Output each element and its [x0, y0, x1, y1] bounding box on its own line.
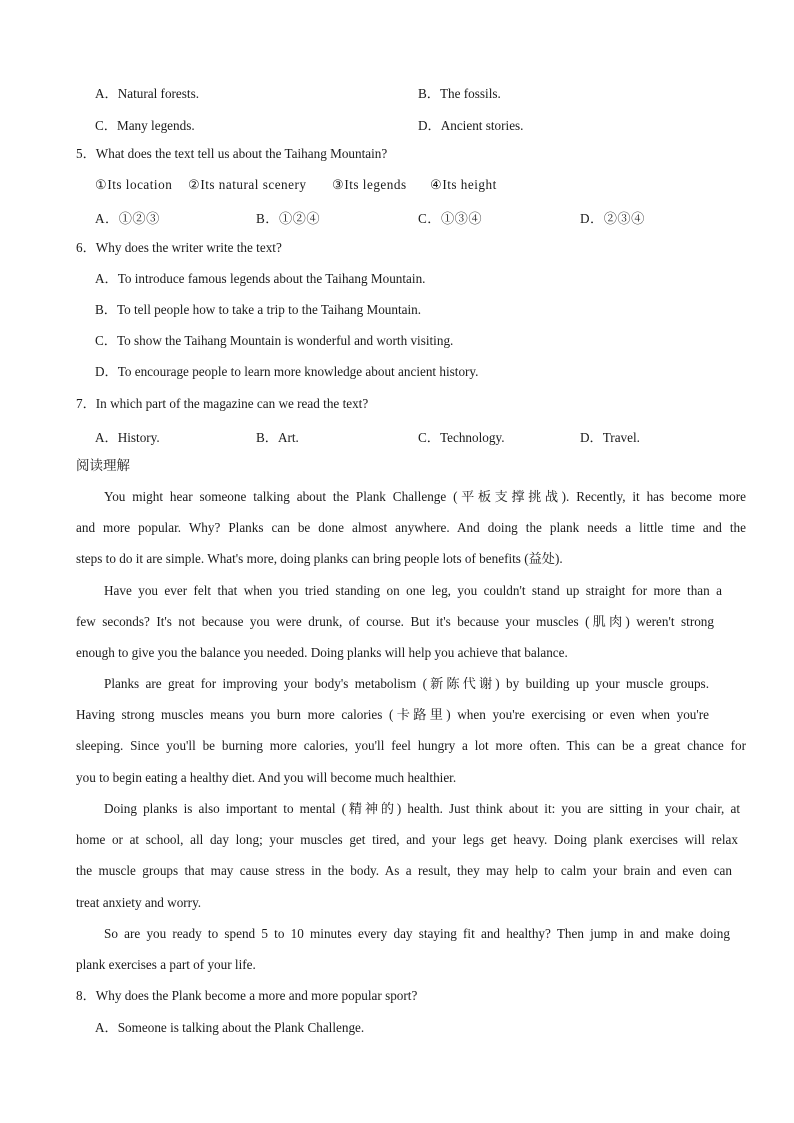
- passage-line: Planks are great for improving your body's metabolism (新陈代谢) by building up your muscle groups.: [104, 676, 709, 691]
- q6-option-b: B．To tell people how to take a trip to the Taihang Mountain.: [95, 302, 422, 317]
- q5-item-4: ④Its height: [430, 177, 497, 192]
- passage-paragraph-2: [76, 583, 746, 677]
- q5-option-b: B．①②④: [256, 211, 321, 226]
- section-heading: 阅读理解: [76, 458, 130, 474]
- q8-stem: 8．Why does the Plank become a more and more popular sport?: [76, 988, 418, 1003]
- passage-line: treat anxiety and worry.: [76, 894, 202, 910]
- passage-line: enough to give you the balance you needed. Doing planks will help you achieve that balance.: [76, 645, 568, 661]
- passage-line: Having strong muscles means you burn more calories (卡路里) when you're exercising or even when you're: [76, 707, 709, 723]
- q5-item-2: ②Its natural scenery: [188, 177, 307, 192]
- passage-line: Doing planks is also important to mental (精神的) health. Just think about it: you are sitting in your chair, at: [104, 801, 740, 816]
- q5-stem: 5．What does the text tell us about the Taihang Mountain?: [76, 146, 388, 161]
- q4-option-b: B．The fossils.: [418, 86, 501, 101]
- passage-line: home or at school, all day long; your muscles get tired, and your legs get heavy. Doing plank exercises will relax: [76, 832, 738, 848]
- q5-option-a: A．①②③: [95, 211, 160, 226]
- passage-line: sleeping. Since you'll be burning more calories, you'll feel hungry a lot more often. This can be a great chance for: [76, 738, 746, 754]
- passage-paragraph-4: [76, 801, 746, 926]
- q7-stem: 7．In which part of the magazine can we read the text?: [76, 396, 369, 411]
- passage-line: Have you ever felt that when you tried standing on one leg, you couldn't stand up straight for more than a: [104, 583, 722, 598]
- passage-line: You might hear someone talking about the Plank Challenge (平板支撑挑战). Recently, it has become more: [104, 489, 746, 504]
- passage-line: few seconds? It's not because you were drunk, of course. But it's because your muscles (肌肉) weren't strong: [76, 614, 714, 630]
- q6-stem: 6．Why does the writer write the text?: [76, 240, 282, 255]
- passage-line: plank exercises a part of your life.: [76, 957, 256, 973]
- q5-item-3: ③Its legends: [332, 177, 407, 192]
- q5-option-c: C．①③④: [418, 211, 483, 226]
- passage-line: and more popular. Why? Planks can be done almost anywhere. And doing the plank needs a little time and the: [76, 520, 746, 536]
- q6-option-a: A．To introduce famous legends about the Taihang Mountain.: [95, 271, 426, 286]
- passage-paragraph-1: [76, 489, 746, 583]
- q4-option-c: C．Many legends.: [95, 118, 195, 133]
- passage-line: you to begin eating a healthy diet. And you will become much healthier.: [76, 769, 457, 785]
- q7-option-d: D．Travel.: [580, 430, 640, 445]
- passage-paragraph-3: [76, 676, 746, 801]
- q7-option-b: B．Art.: [256, 430, 299, 445]
- q7-option-a: A．History.: [95, 430, 160, 445]
- passage-line: steps to do it are simple. What's more, doing planks can bring people lots of benefits (益处).: [76, 551, 563, 567]
- passage-line: the muscle groups that may cause stress in the body. As a result, they may help to calm your brain and even can: [76, 863, 732, 879]
- passage-line: So are you ready to spend 5 to 10 minutes every day staying fit and healthy? Then jump in and make doing: [104, 926, 730, 941]
- q6-option-d: D．To encourage people to learn more knowledge about ancient history.: [95, 364, 479, 379]
- q6-option-c: C．To show the Taihang Mountain is wonderful and worth visiting.: [95, 333, 454, 348]
- q8-option-a: A．Someone is talking about the Plank Challenge.: [95, 1020, 365, 1035]
- passage-paragraph-5: [76, 926, 746, 988]
- q5-item-1: ①Its location: [95, 177, 173, 192]
- q5-option-d: D．②③④: [580, 211, 645, 226]
- q7-option-c: C．Technology.: [418, 430, 505, 445]
- q4-option-a: A．Natural forests.: [95, 86, 200, 101]
- q4-option-d: D．Ancient stories.: [418, 118, 524, 133]
